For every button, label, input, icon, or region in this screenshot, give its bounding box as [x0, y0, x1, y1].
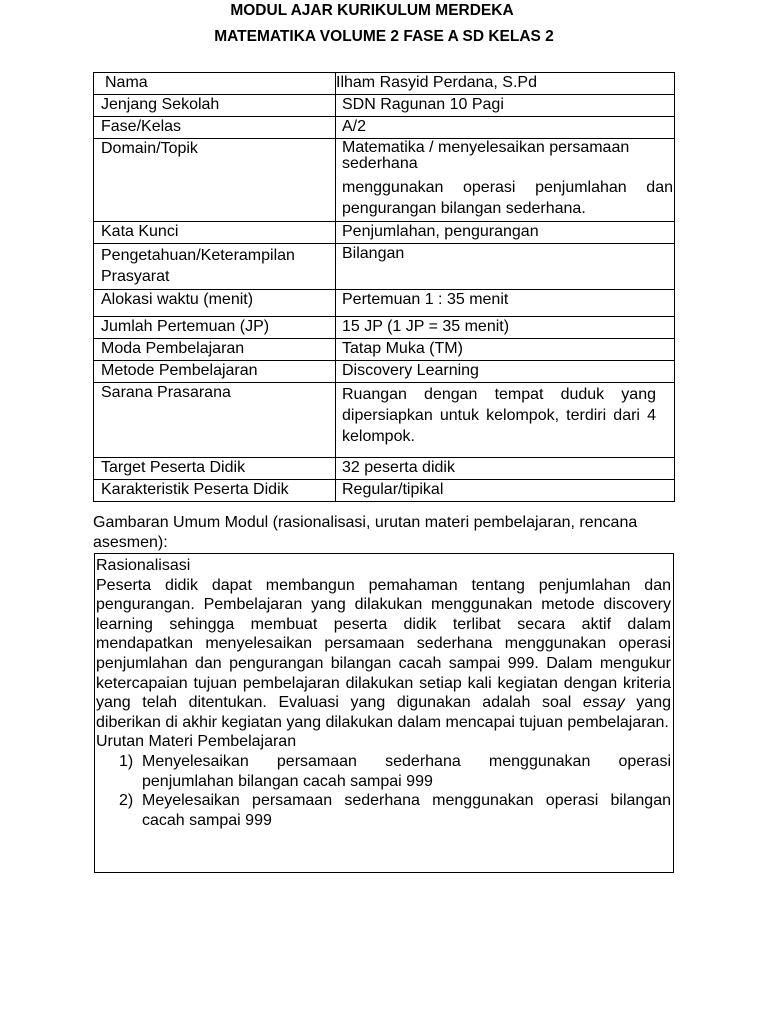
row-label: Alokasi waktu (menit) [94, 290, 336, 317]
value-line: Matematika / menyelesaikan persamaan sederhana [342, 139, 630, 172]
row-label: Kata Kunci [94, 222, 336, 244]
row-value: 15 JP (1 JP = 35 menit) [336, 317, 675, 339]
row-value: Regular/tipikal [336, 480, 675, 502]
row-value: Ilham Rasyid Perdana, S.Pd [336, 73, 675, 95]
row-label: Sarana Prasarana [94, 383, 336, 458]
row-label: Target Peserta Didik [94, 458, 336, 480]
row-value: Penjumlahan, pengurangan [336, 222, 675, 244]
table-row [94, 339, 675, 361]
table-row [94, 117, 675, 139]
table-row [94, 383, 675, 458]
overview-box [94, 553, 674, 873]
list-item [96, 752, 671, 791]
row-label: Domain/Topik [94, 139, 336, 222]
sequence-list [96, 752, 671, 830]
table-row [94, 361, 675, 383]
list-item-text: Menyelesaikan persamaan sederhana menggunakan operasi penjumlahan bilangan cacah sampai 999 [142, 752, 671, 790]
rationale-text: Peserta didik dapat membangun pemahaman tentang penjumlahan dan pengurangan. Pembelajaran yang dilakukan menggunakan metode discovery learning sehingga membuat peserta didik terlibat secara aktif dalam mendapatkan menyelesaikan persamaan sederhana menggunakan operasi penjumlahan dan pengurangan bilangan cacah sampai 999. Dalam mengukur ketercapaian tujuan pembelajaran dilakukan setiap kali kegiatan dengan kriteria yang telah ditentukan. Evaluasi yang digunakan adalah soal [96, 576, 671, 712]
list-item-text: Meyelesaikan persamaan sederhana menggunakan operasi bilangan cacah sampai 999 [142, 792, 671, 829]
row-label: Nama [94, 73, 336, 95]
row-value: 32 peserta didik [336, 458, 675, 480]
row-value: SDN Ragunan 10 Pagi [336, 95, 675, 117]
table-row [94, 458, 675, 480]
table-row [94, 139, 675, 222]
list-item-number: 2) [119, 792, 134, 810]
row-value: Ruangan dengan tempat duduk yang dipersiapkan untuk kelompok, terdiri dari 4 kelompok. [336, 383, 675, 458]
list-item-number: 1) [119, 752, 134, 770]
rationale-paragraph [96, 576, 671, 733]
row-label: Jumlah Pertemuan (JP) [94, 317, 336, 339]
row-label: Fase/Kelas [94, 117, 336, 139]
rationale-heading: Rasionalisasi [96, 557, 191, 574]
row-label: Metode Pembelajaran [94, 361, 336, 383]
row-value: Discovery Learning [336, 361, 675, 383]
table-row [94, 244, 675, 290]
row-value: Tatap Muka (TM) [336, 339, 675, 361]
overview-intro: Gambaran Umum Modul (rasionalisasi, urutan materi pembelajaran, rencana asesmen): [93, 514, 638, 551]
rationale-italic-term: essay [582, 694, 625, 712]
row-value: Pertemuan 1 : 35 menit [336, 290, 675, 317]
sequence-heading: Urutan Materi Pembelajaran [96, 733, 297, 751]
table-row [94, 480, 675, 502]
row-value: A/2 [336, 117, 675, 139]
document-subtitle: MATEMATIKA VOLUME 2 FASE A SD KELAS 2 [214, 28, 554, 45]
table-row [94, 317, 675, 339]
row-label: Pengetahuan/Keterampilan Prasyarat [94, 244, 336, 290]
table-row [94, 290, 675, 317]
list-item [96, 791, 671, 830]
row-label: Jenjang Sekolah [94, 95, 336, 117]
row-value [336, 139, 675, 222]
table-row [94, 95, 675, 117]
rationale-text-end: yang diberikan di akhir kegiatan yang dilakukan dalam mencapai tujuan pembelajaran. [96, 694, 671, 731]
row-label: Moda Pembelajaran [94, 339, 336, 361]
row-label: Karakteristik Peserta Didik [94, 480, 336, 502]
document-title: MODUL AJAR KURIKULUM MERDEKA [230, 2, 514, 19]
row-value: Bilangan [336, 244, 675, 290]
value-line: menggunakan operasi penjumlahan dan pengurangan bilangan sederhana. [342, 179, 673, 217]
table-row [94, 73, 675, 95]
module-info-table [93, 72, 675, 502]
table-row [94, 222, 675, 244]
